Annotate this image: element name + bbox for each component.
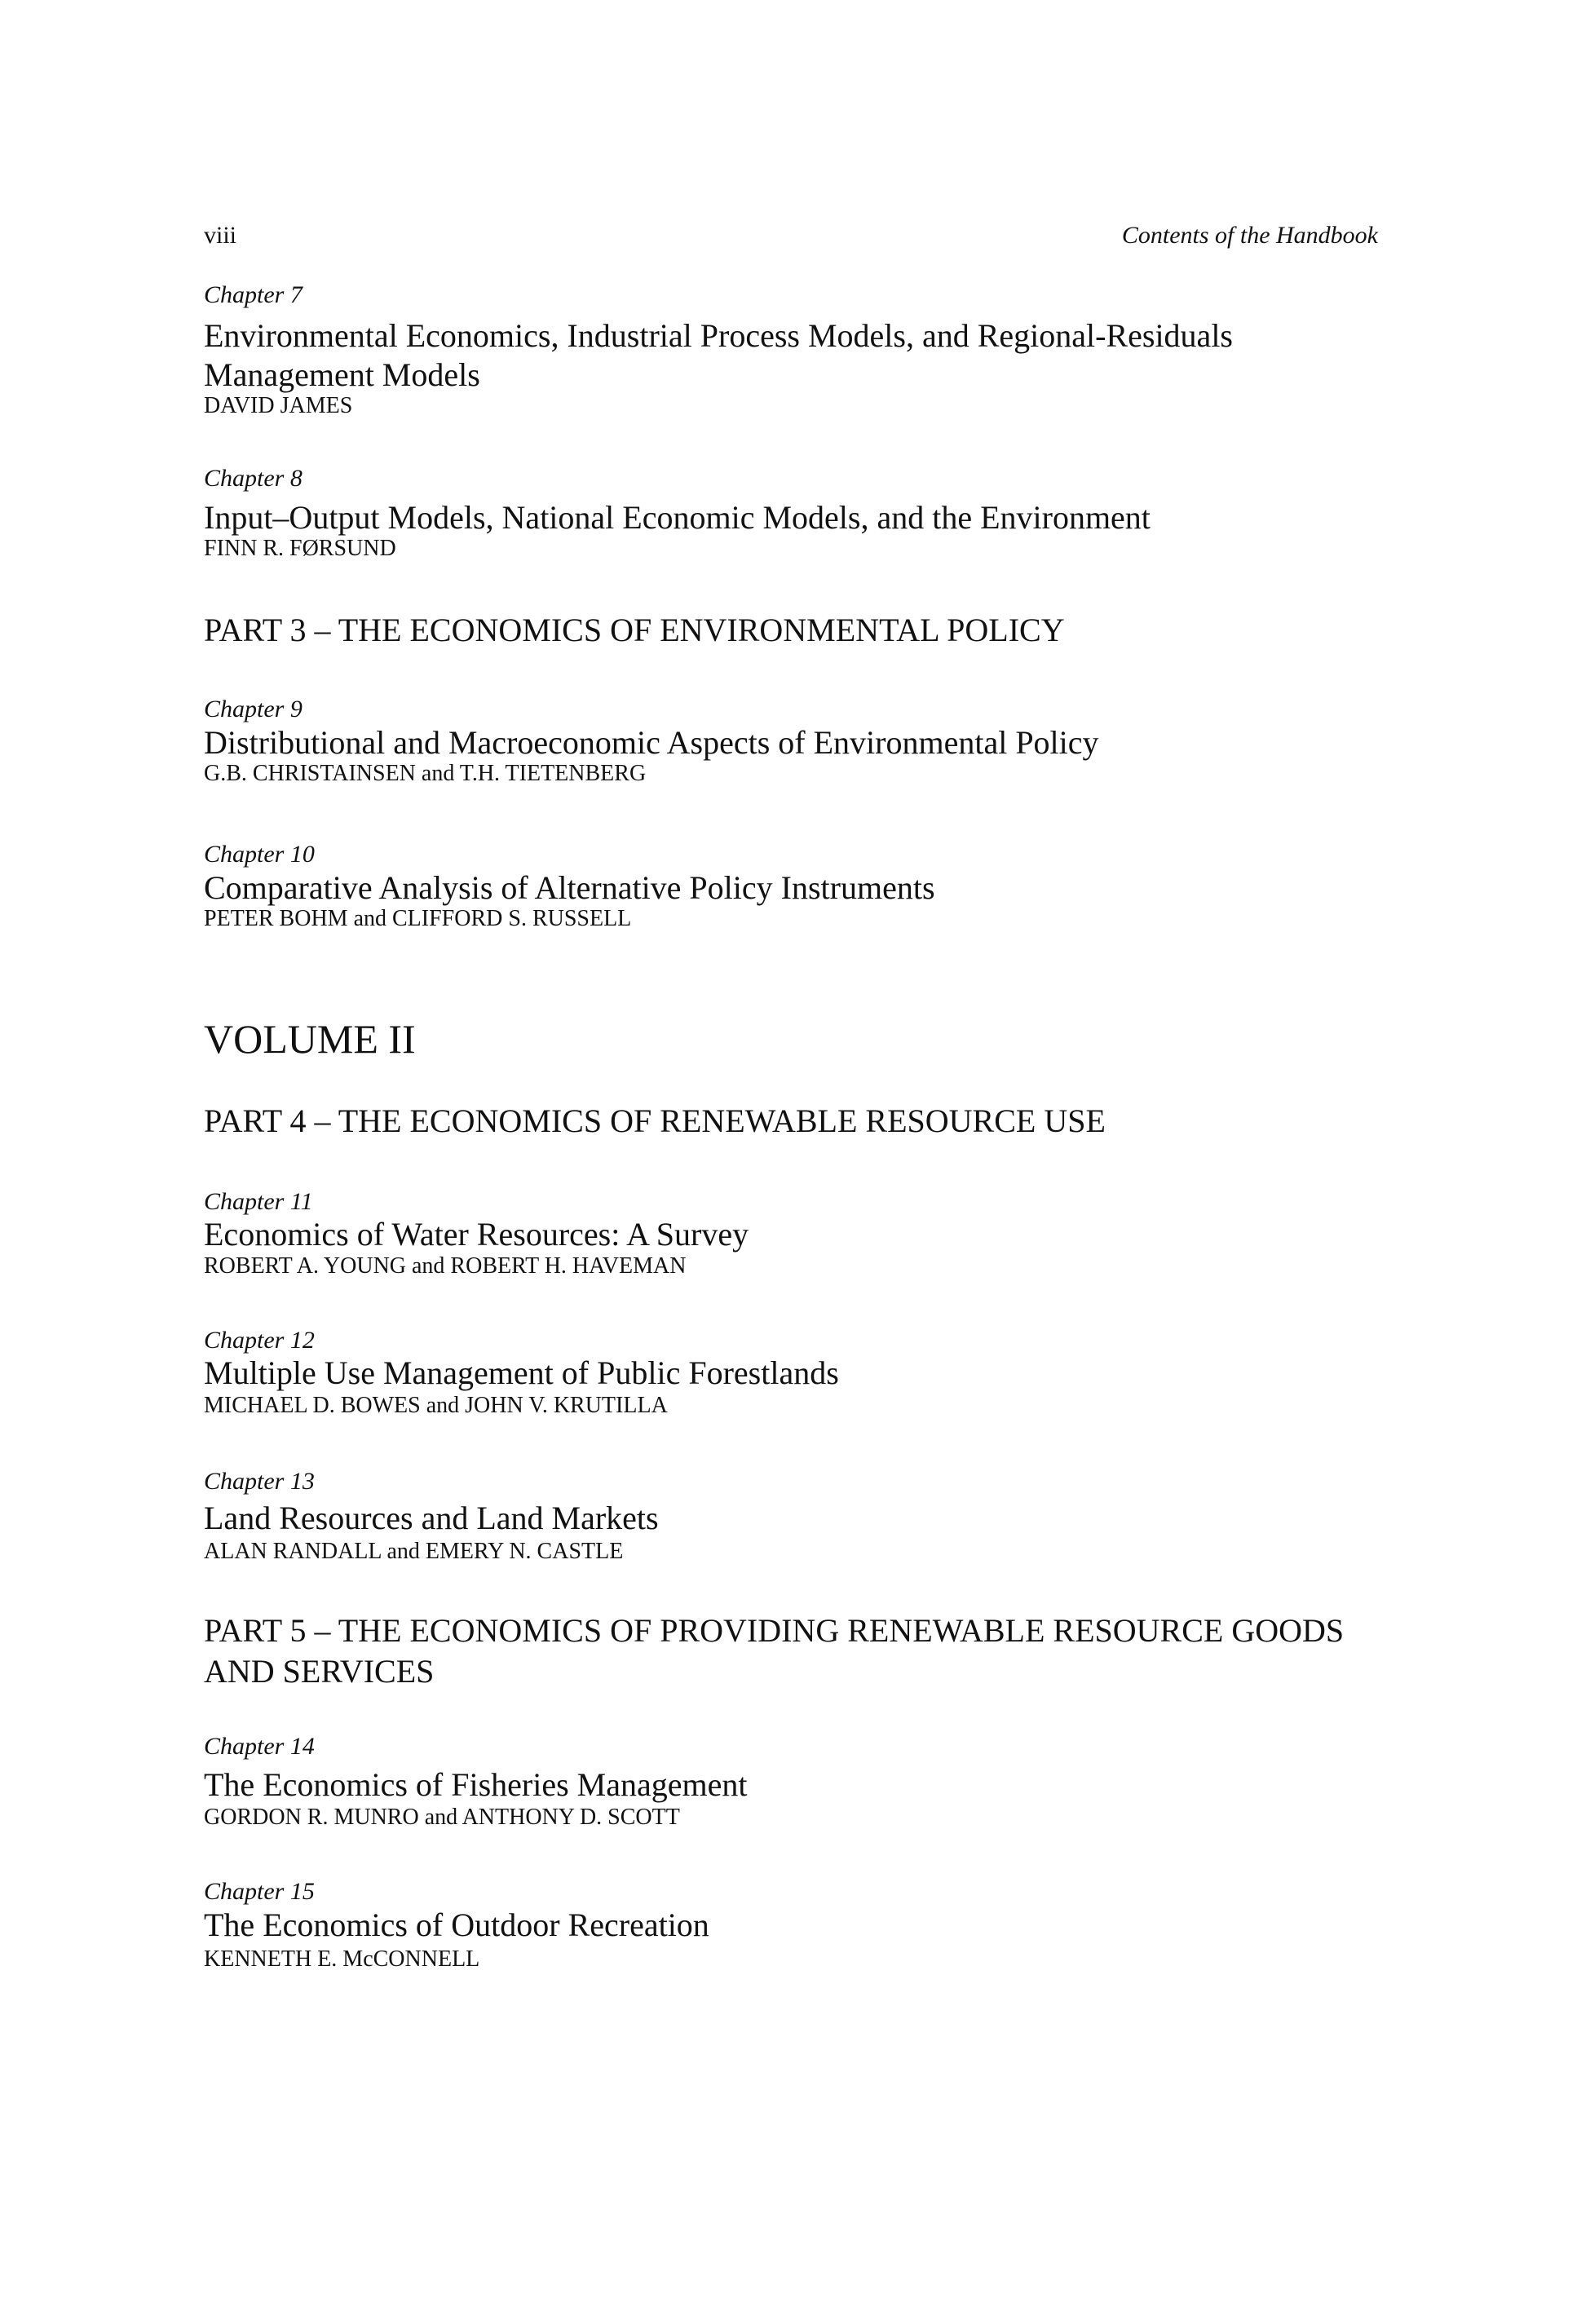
chapter-10-label: Chapter 10 <box>204 841 315 868</box>
chapter-13-authors: ALAN RANDALL and EMERY N. CASTLE <box>204 1539 624 1564</box>
chapter-8-authors: FINN R. FØRSUND <box>204 536 396 561</box>
chapter-10-authors: PETER BOHM and CLIFFORD S. RUSSELL <box>204 906 632 931</box>
chapter-7-label: Chapter 7 <box>204 281 303 308</box>
chapter-13-title: Land Resources and Land Markets <box>204 1500 659 1536</box>
chapter-12-authors: MICHAEL D. BOWES and JOHN V. KRUTILLA <box>204 1393 668 1418</box>
chapter-7-authors: DAVID JAMES <box>204 393 353 418</box>
chapter-14-label: Chapter 14 <box>204 1733 315 1760</box>
part-4-heading: PART 4 – THE ECONOMICS OF RENEWABLE RESOURCE USE <box>204 1102 1106 1139</box>
chapter-12-title: Multiple Use Management of Public Forestlands <box>204 1354 839 1391</box>
chapter-12-label: Chapter 12 <box>204 1327 315 1354</box>
chapter-15-label: Chapter 15 <box>204 1878 315 1905</box>
chapter-9-authors: G.B. CHRISTAINSEN and T.H. TIETENBERG <box>204 761 647 786</box>
chapter-15-authors: KENNETH E. McCONNELL <box>204 1946 480 1972</box>
chapter-11-title: Economics of Water Resources: A Survey <box>204 1216 749 1253</box>
chapter-11-label: Chapter 11 <box>204 1188 313 1215</box>
chapter-14-authors: GORDON R. MUNRO and ANTHONY D. SCOTT <box>204 1805 680 1830</box>
chapter-13-label: Chapter 13 <box>204 1468 315 1495</box>
chapter-14-title: The Economics of Fisheries Management <box>204 1766 748 1803</box>
chapter-15-title: The Economics of Outdoor Recreation <box>204 1906 709 1943</box>
chapter-8-title: Input–Output Models, National Economic Models, and the Environment <box>204 499 1151 536</box>
part-3-heading: PART 3 – THE ECONOMICS OF ENVIRONMENTAL POLICY <box>204 612 1065 648</box>
chapter-7-title: Environmental Economics, Industrial Process Models, and Regional-Residuals Management Models <box>204 317 1233 393</box>
page-number: viii <box>204 222 237 249</box>
running-title: Contents of the Handbook <box>1121 222 1378 249</box>
chapter-9-title: Distributional and Macroeconomic Aspects of Environmental Policy <box>204 724 1099 761</box>
running-head <box>204 222 1378 263</box>
chapter-9-label: Chapter 9 <box>204 696 303 722</box>
chapter-11-authors: ROBERT A. YOUNG and ROBERT H. HAVEMAN <box>204 1253 687 1279</box>
part-5-heading: PART 5 – THE ECONOMICS OF PROVIDING RENEWABLE RESOURCE GOODS AND SERVICES <box>204 1612 1345 1690</box>
volume-ii-heading: VOLUME II <box>204 1016 416 1062</box>
chapter-10-title: Comparative Analysis of Alternative Policy Instruments <box>204 869 935 906</box>
chapter-8-label: Chapter 8 <box>204 465 303 492</box>
